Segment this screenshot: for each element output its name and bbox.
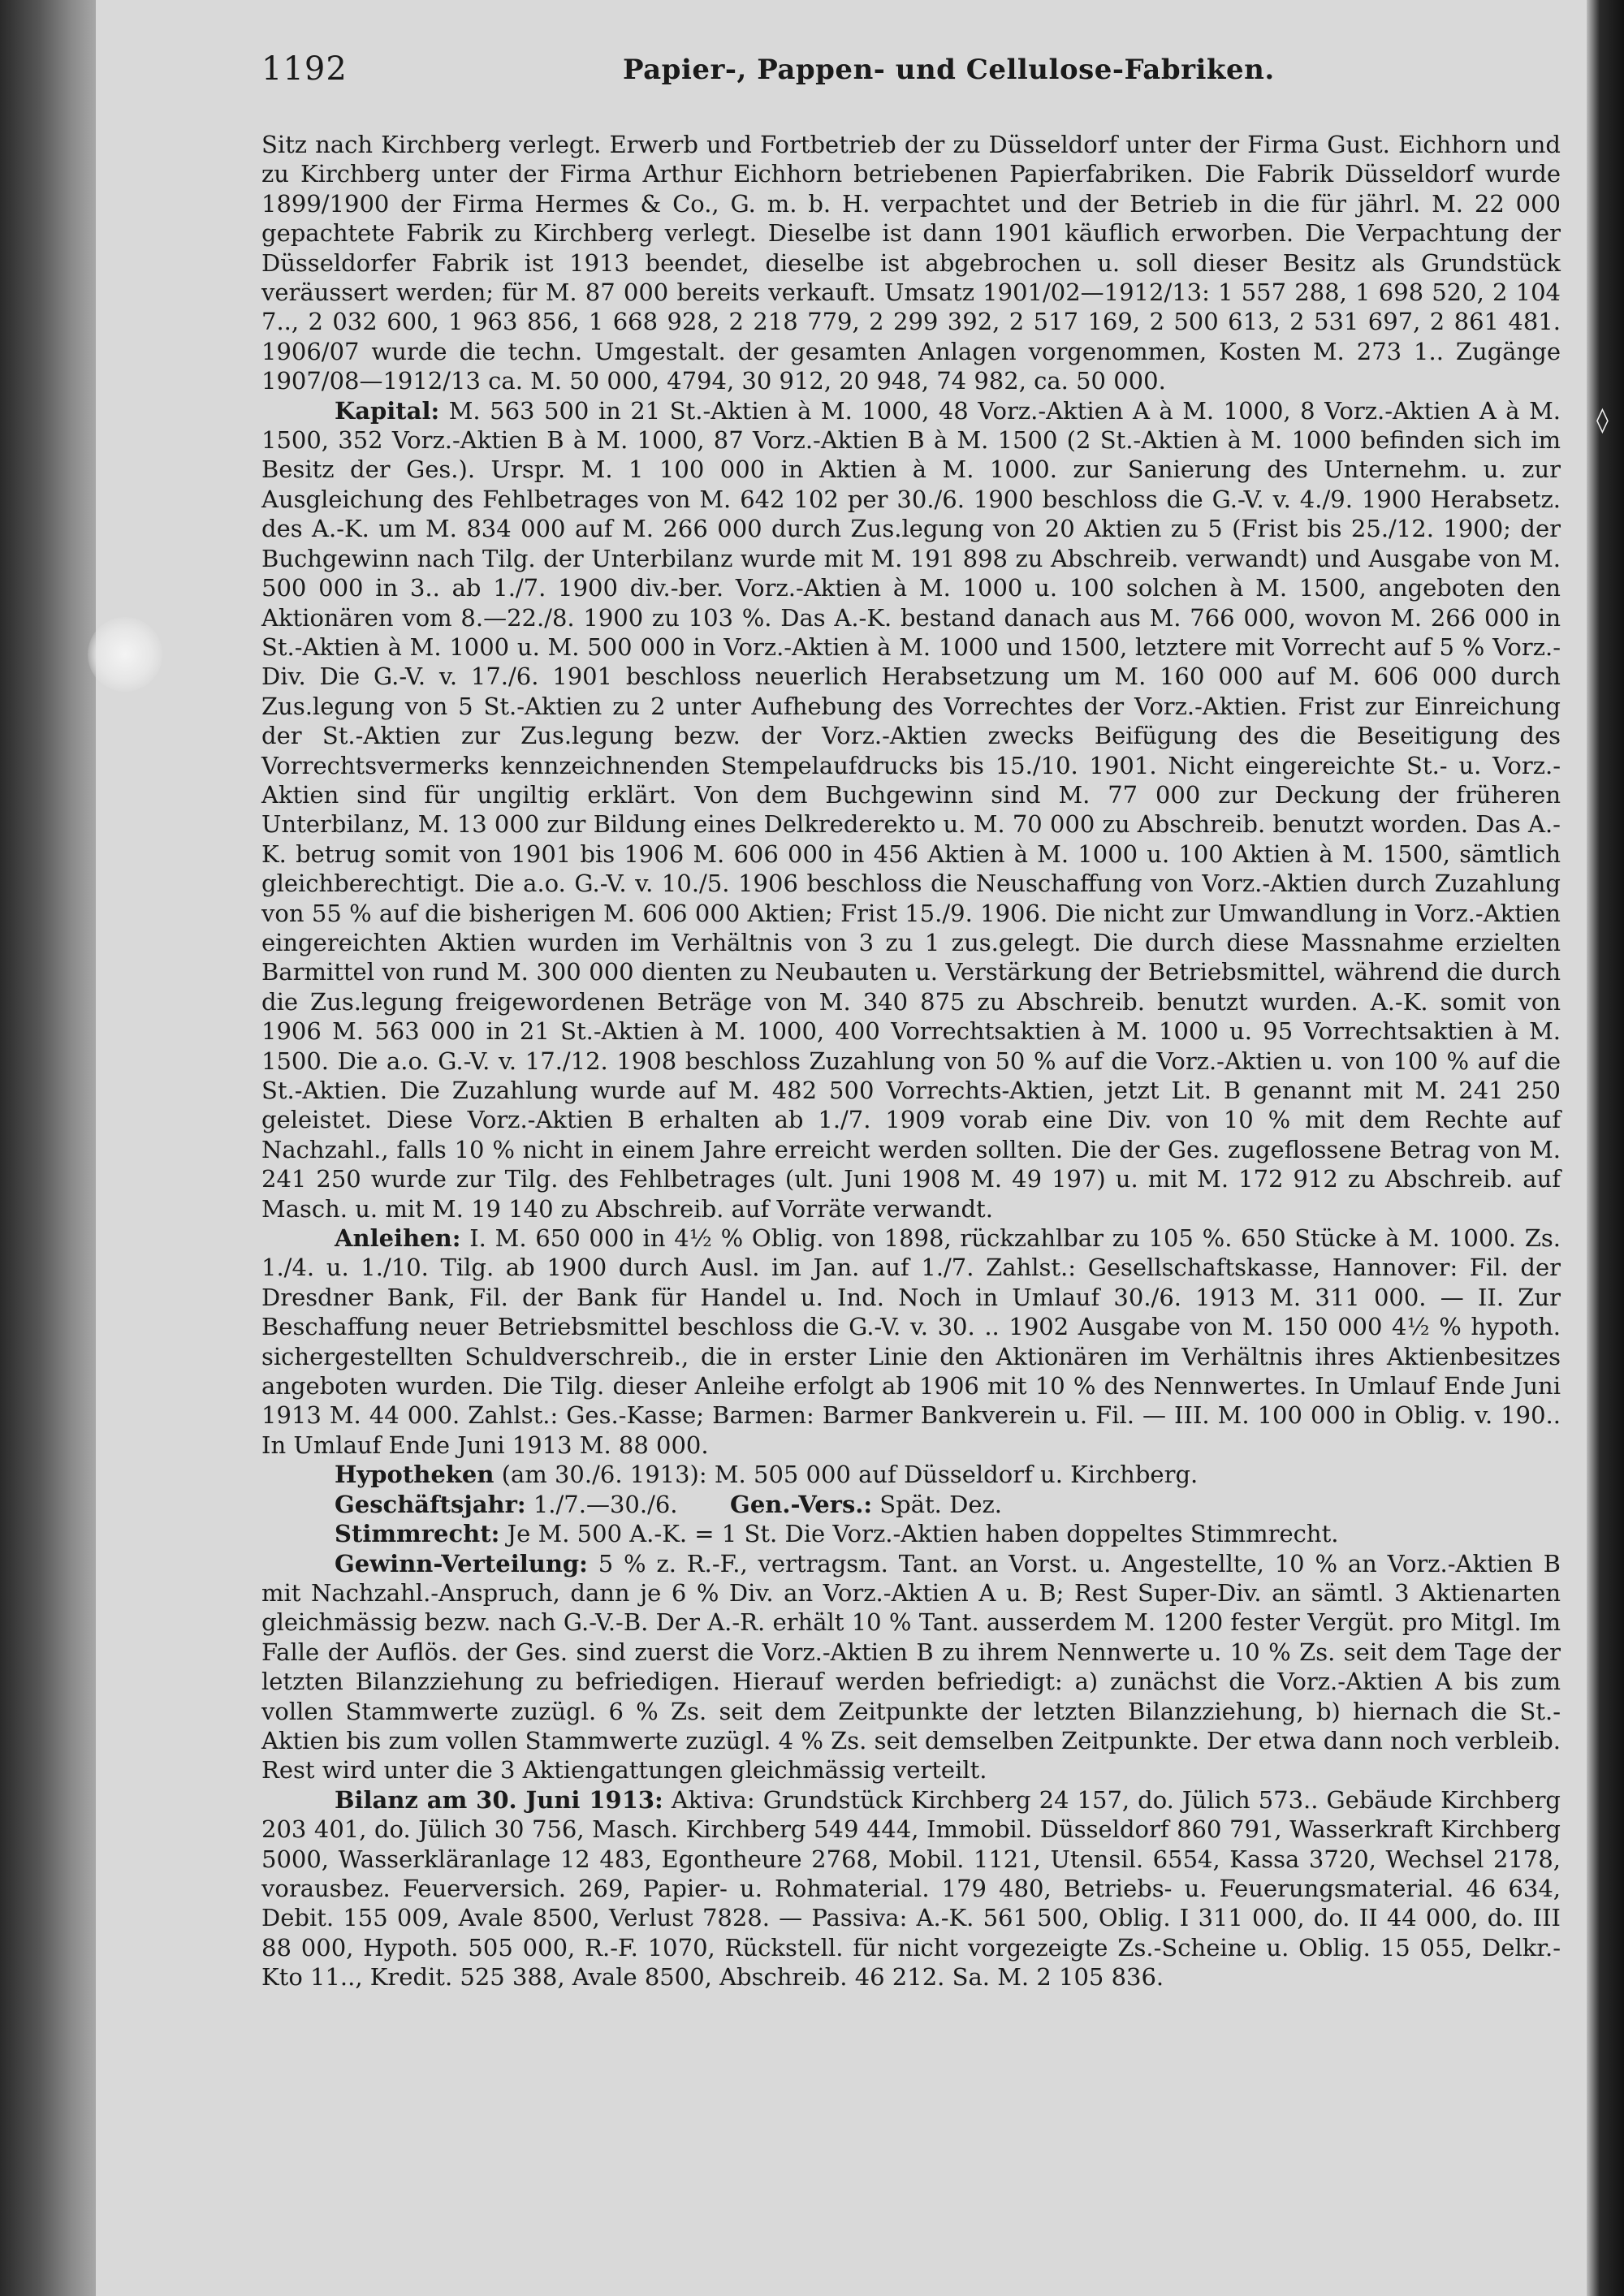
paragraph-text: Sitz nach Kirchberg verlegt. Erwerb und Fortbetrieb der zu Düsseldorf unter der Firma Gust. Eichhorn und zu Kirchberg unter der Firma Arthur Eichhorn betriebenen Papierfabriken. Die Fabrik Düsseldorf wurde 1899/1900 der Firma Hermes & Co., G. m. b. H. verpachtet und der Betrieb in die für jährl. M. 22 000 gepachtete Fabrik zu Kirchberg verlegt. Dieselbe ist dann 1901 käuflich erworben. Die Verpachtung der Düsseldorfer Fabrik ist 1913 beendet, dieselbe ist abgebrochen u. soll dieser Besitz als Grundstück veräussert werden; für M. 87 000 bereits verkauft. Umsatz 1901/02—1912/13: 1 557 288, 1 698 520, 2 104 7.., 2 032 600, 1 963 856, 1 668 928, 2 218 779, 2 299 392, 2 517 169, 2 500 613, 2 531 697, 2 861 481. 1906/07 wurde die techn. Umgestalt. der gesamten Anlagen vorgenommen, Kosten M. 273 1.. Zugänge 1907/08—1912/13 ca. M. 50 000, 4794, 30 912, 20 948, 74 982, ca. 50 000.: [261, 131, 1561, 395]
paragraph-text: M. 563 500 in 21 St.-Aktien à M. 1000, 48 Vorz.-Aktien A à M. 1000, 8 Vorz.-Aktien A à M. 1500, 352 Vorz.-Aktien B à M. 1000, 87 Vorz.-Aktien B à M. 1500 (2 St.-Aktien à M. 1000 befinden sich im Besitz der Ges.). Urspr. M. 1 100 000 in Aktien à M. 1000. zur Sanierung des Unternehm. u. zur Ausgleichung des Fehlbetrages von M. 642 102 per 30./6. 1900 beschloss die G.-V. v. 4./9. 1900 Herabsetz. des A.-K. um M. 834 000 auf M. 266 000 durch Zus.legung von 20 Aktien zu 5 (Frist bis 25./12. 1900; der Buchgewinn nach Tilg. der Unterbilanz wurde mit M. 191 898 zu Abschreib. verwandt) und Ausgabe von M. 500 000 in 3.. ab 1./7. 1900 div.-ber. Vorz.-Aktien à M. 1000 u. 100 solchen à M. 1500, angeboten den Aktionären vom 8.—22./8. 1900 zu 103 %. Das A.-K. bestand danach aus M. 766 000, wovon M. 266 000 in St.-Aktien à M. 1000 u. M. 500 000 in Vorz.-Aktien à M. 1000 und 1500, letztere mit Vorrecht auf 5 % Vorz.-Div. Die G.-V. v. 17./6. 1901 beschloss neuerlich Herabsetzung um M. 160 000 auf M. 606 000 durch Zus.legung von 5 St.-Aktien zu 2 unter Aufhebung des Vorrechtes der Vorz.-Aktien. Frist zur Einreichung der St.-Aktien zur Zus.legung bezw. der Vorz.-Aktien zwecks Beifügung des die Beseitigung des Vorrechtsvermerks kennzeichnenden Stempelaufdrucks bis 15./10. 1901. Nicht eingereichte St.- u. Vorz.-Aktien sind für ungiltig erklärt. Von dem Buchgewinn sind M. 77 000 zur Deckung der früheren Unterbilanz, M. 13 000 zur Bildung eines Delkrederekto u. M. 70 000 zu Abschreib. benutzt worden. Das A.-K. betrug somit von 1901 bis 1906 M. 606 000 in 456 Aktien à M. 1000 u. 100 Aktien à M. 1500, sämtlich gleichberechtigt. Die a.o. G.-V. v. 10./5. 1906 beschloss die Neuschaffung von Vorz.-Aktien durch Zuzahlung von 55 % auf die bisherigen M. 606 000 Aktien; Frist 15./9. 1906. Die nicht zur Umwandlung in Vorz.-Aktien eingereichten Aktien wurden im Verhältnis von 3 zu 1 zus.gelegt. Die durch diese Massnahme erzielten Barmittel von rund M. 300 000 dienten zu Neubauten u. Verstärkung der Betriebsmittel, während die durch die Zus.legung freigewordenen Beträge von M. 340 875 zu Abschreib. benutzt wurden. A.-K. somit von 1906 M. 563 000 in 21 St.-Aktien à M. 1000, 400 Vorrechtsaktien à M. 1000 u. 95 Vorrechtsaktien à M. 1500. Die a.o. G.-V. v. 17./12. 1908 beschloss Zuzahlung von 50 % auf die Vorz.-Aktien u. von 100 % auf die St.-Aktien. Die Zuzahlung wurde auf M. 482 500 Vorrechts-Aktien, jetzt Lit. B genannt mit M. 241 250 geleistet. Diese Vorz.-Aktien B erhalten ab 1./7. 1909 vorab eine Div. von 10 % mit dem Rechte auf Nachzahl., falls 10 % nicht in einem Jahre erreicht werden sollten. Die der Ges. zugeflossene Betrag von M. 241 250 wurde zur Tilg. des Fehlbetrages (ult. Juni 1908 M. 49 197) u. mit M. 172 912 zu Abschreib. auf Masch. u. mit M. 19 140 zu Abschreib. auf Vorräte verwandt.: [261, 396, 1561, 1223]
paper-smudge: [88, 617, 162, 692]
keyword-kapital: Kapital:: [335, 396, 440, 425]
paragraph-text: Aktiva: Grundstück Kirchberg 24 157, do. Jülich 573.. Gebäude Kirchberg 203 401, do. Jülich 30 756, Masch. Kirchberg 549 444, Immobil. Düsseldorf 860 791, Wasserkraft Kirchberg 5000, Wasserkläranlage 12 483, Egontheure 2768, Mobil. 1121, Utensil. 6554, Kassa 3720, Wechsel 2178, vorausbez. Feuerversich. 269, Papier- u. Rohmaterial. 179 480, Betriebs- u. Feuerungsmaterial. 46 634, Debit. 155 009, Avale 8500, Verlust 7828. — Passiva: A.-K. 561 500, Oblig. I 311 000, do. II 44 000, do. III 88 000, Hypoth. 505 000, R.-F. 1070, Rückstell. für nicht vorgezeigte Zs.-Scheine u. Oblig. 15 055, Delkr.-Kto 11.., Kredit. 525 388, Avale 8500, Abschreib. 46 212. Sa. M. 2 105 836.: [261, 1785, 1561, 1992]
paragraph-text: 1./7.—30./6.: [533, 1490, 678, 1518]
paragraph-text: Je M. 500 A.-K. = 1 St. Die Vorz.-Aktien haben doppeltes Stimmrecht.: [507, 1520, 1339, 1548]
page-header: [261, 50, 1577, 91]
keyword-geschaeftsjahr: Geschäftsjahr:: [335, 1490, 526, 1518]
paragraph-stimmrecht: [261, 1519, 1561, 1548]
paragraph-hypotheken: [261, 1460, 1561, 1489]
paragraph-kapital: [261, 396, 1561, 1224]
keyword-bilanz: Bilanz am 30. Juni 1913:: [335, 1785, 663, 1814]
page-number: 1192: [261, 50, 348, 88]
page-edge-shadow: [1587, 0, 1624, 2296]
running-title: Papier-, Pappen- und Cellulose-Fabriken.: [623, 54, 1275, 86]
paragraph-text: 5 % z. R.-F., vertragsm. Tant. an Vorst. u. Angestellte, 10 % an Vorz.-Aktien B mit Nachzahl.-Anspruch, dann je 6 % Div. an Vorz.-Aktien A u. B; Rest Super-Div. an sämtl. 3 Aktienarten gleichmässig bezw. nach G.-V.-B. Der A.-R. erhält 10 % Tant. ausserdem M. 1200 fester Vergüt. pro Mitgl. Im Falle der Auflös. der Ges. sind zuerst die Vorz.-Aktien B zu ihrem Nennwerte u. 10 % Zs. seit dem Tage der letzten Bilanzziehung zu befriedigen. Hierauf werden befriedigt: a) zunächst die Vorz.-Aktien A bis zum vollen Stammwerte zuzügl. 6 % Zs. seit dem Zeitpunkte der letzten Bilanzziehung, b) hiernach die St.-Aktien bis zum vollen Stammwerte zuzügl. 4 % Zs. seit demselben Zeitpunkte. Der etwa dann noch verbleib. Rest wird unter die 3 Aktiengattungen gleichmässig verteilt.: [261, 1549, 1561, 1785]
keyword-gewinn-verteilung: Gewinn-Verteilung:: [335, 1549, 588, 1577]
keyword-gen-vers: Gen.-Vers.:: [730, 1490, 873, 1518]
paragraph-geschaeftsjahr: [261, 1490, 1561, 1519]
paragraph-anleihen: [261, 1224, 1561, 1460]
paragraph-text: I. M. 650 000 in 4½ % Oblig. von 1898, rückzahlbar zu 105 %. 650 Stücke à M. 1000. Zs. 1./4. u. 1./10. Tilg. ab 1900 durch Ausl. im Jan. auf 1./7. Zahlst.: Gesellschaftskasse, Hannover: Fil. der Dresdner Bank, Fil. der Bank für Handel u. Ind. Noch in Umlauf 30./6. 1913 M. 311 000. — II. Zur Beschaffung neuer Betriebsmittel beschloss die G.-V. v. 30. .. 1902 Ausgabe von M. 150 000 4½ % hypoth. sichergestellten Schuldverschreib., die in erster Linie den Aktionären im Verhältnis ihres Aktienbesitzes angeboten wurden. Die Tilg. dieser Anleihe erfolgt ab 1906 mit 10 % des Nennwertes. In Umlauf Ende Juni 1913 M. 44 000. Zahlst.: Ges.-Kasse; Barmen: Barmer Bankverein u. Fil. — III. M. 100 000 in Oblig. v. 190.. In Umlauf Ende Juni 1913 M. 88 000.: [261, 1224, 1561, 1459]
paragraph-text: (am 30./6. 1913): M. 505 000 auf Düsseldorf u. Kirchberg.: [501, 1461, 1199, 1489]
paragraph-history: [261, 130, 1561, 396]
keyword-hypotheken: Hypotheken: [335, 1461, 495, 1489]
keyword-stimmrecht: Stimmrecht:: [335, 1520, 500, 1548]
document-body: [261, 130, 1561, 1992]
paragraph-bilanz: [261, 1785, 1561, 1992]
margin-marker-icon: ◊: [1596, 406, 1609, 434]
book-binding-shadow: [0, 0, 96, 2296]
paragraph-text: Spät. Dez.: [879, 1490, 1003, 1518]
paragraph-gewinn-verteilung: [261, 1549, 1561, 1785]
keyword-anleihen: Anleihen:: [335, 1224, 461, 1253]
